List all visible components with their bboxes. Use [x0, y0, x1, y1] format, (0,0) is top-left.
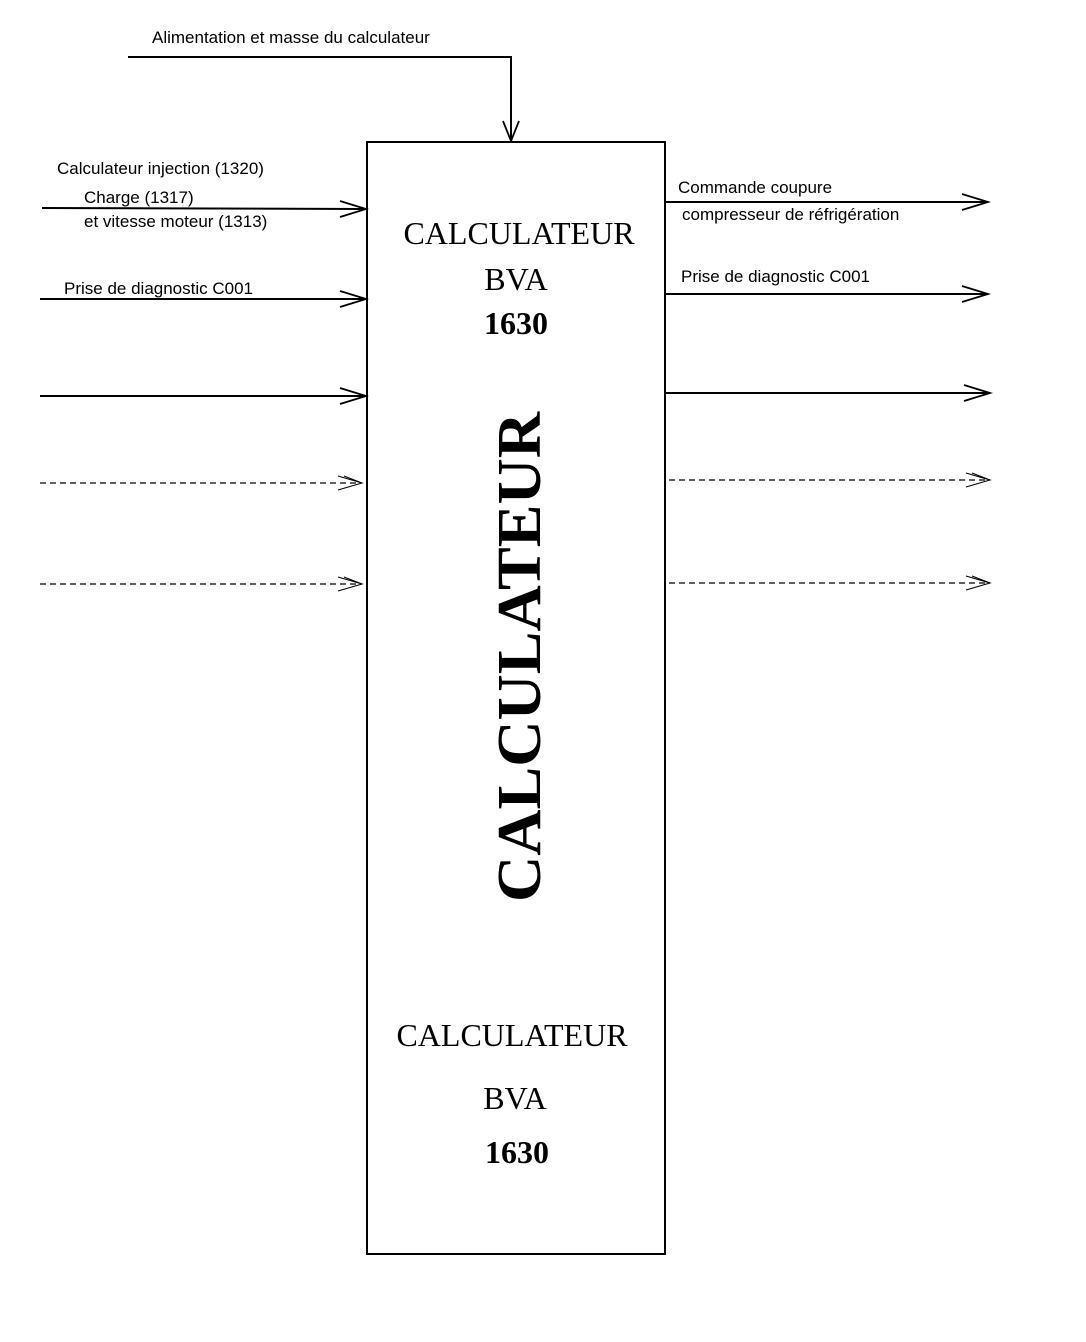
dashed-output-arrow-2 [669, 576, 990, 590]
diagnostic-input-label: Prise de diagnostic C001 [64, 279, 254, 298]
dashed-input-arrow-2 [40, 577, 362, 591]
unlabeled-output-arrow [666, 385, 990, 401]
injection-label-line1: Calculateur injection (1320) [57, 159, 264, 178]
diagnostic-output-arrow [666, 286, 988, 302]
compressor-label-line2: compresseur de réfrigération [682, 205, 900, 224]
box-bottom-number: 1630 [485, 1134, 549, 1170]
box-vertical-label: CALCULATEUR [486, 427, 554, 902]
compressor-label-line1: Commande coupure [678, 178, 833, 197]
box-top-number: 1630 [484, 305, 548, 341]
injection-label-line3: et vitesse moteur (1313) [84, 212, 268, 231]
diagnostic-output-label: Prise de diagnostic C001 [681, 267, 871, 286]
box-bottom-title: CALCULATEUR [396, 1017, 628, 1053]
box-bottom-subtitle: BVA [483, 1080, 547, 1116]
box-top-title: CALCULATEUR [403, 215, 635, 251]
unlabeled-input-arrow [40, 388, 366, 404]
power-ground-label: Alimentation et masse du calculateur [152, 28, 430, 47]
injection-label-line2: Charge (1317) [84, 188, 194, 207]
power-ground-input-arrow [128, 57, 519, 141]
dashed-input-arrow-1 [40, 476, 362, 490]
dashed-output-arrow-1 [669, 473, 990, 487]
box-top-subtitle: BVA [484, 261, 548, 297]
